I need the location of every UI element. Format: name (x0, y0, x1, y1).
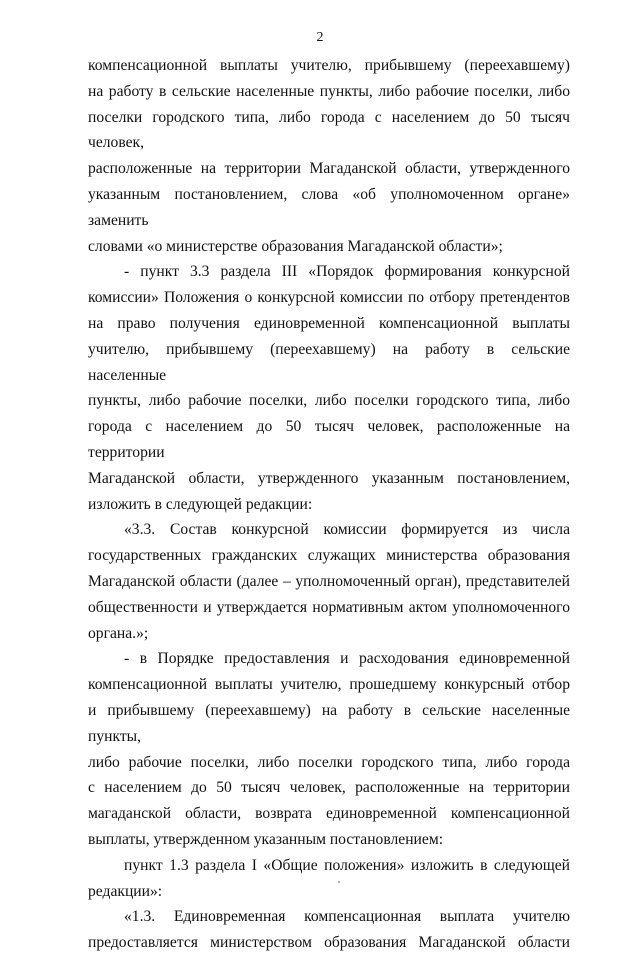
paragraph-item-3-3 (88, 466, 570, 492)
paragraph-item-3-3 (88, 311, 570, 337)
paragraph-procedure (88, 672, 570, 698)
paragraph-procedure (88, 801, 570, 827)
text-line: Магаданской области, утвержденного указанным постановлением, (88, 469, 570, 487)
text-line: расположенные на территории Магаданской области, утвержденного (88, 160, 570, 178)
paragraph-continuation (88, 105, 570, 157)
text-line: и прибывшему (переехавшему) на работу в сельские населенные пункты, (88, 701, 570, 745)
text-line: органа.»; (88, 624, 149, 642)
paragraph-procedure (88, 775, 570, 801)
page-number: 2 (316, 30, 324, 45)
paragraph-item-1-3 (88, 853, 570, 879)
text-line: редакции»: (88, 882, 163, 900)
text-line: комиссии» Положения о конкурсной комиссии по отбору претендентов (88, 289, 570, 307)
scan-speck (338, 881, 340, 883)
text-line: общественности и утверждается нормативным актом уполномоченного (88, 598, 570, 616)
text-line: государственных гражданских служащих министерства образования (88, 547, 570, 565)
text-line: на право получения единовременной компенсационной выплаты (88, 314, 570, 332)
text-line: словами «о министерстве образования Магаданской области»; (88, 237, 503, 255)
paragraph-continuation (88, 79, 570, 105)
text-line: компенсационной выплаты учителю, прошедшему конкурсный отбор (88, 676, 570, 694)
paragraph-quote-3-3 (88, 517, 570, 543)
paragraph-procedure (88, 827, 570, 853)
text-line: города с населением до 50 тысяч человек, расположенные на территории (88, 418, 570, 461)
paragraph-continuation (88, 53, 570, 79)
paragraph-continuation (88, 234, 570, 260)
text-line: пункт 1.3 раздела I «Общие положения» изложить в следующей (124, 856, 570, 874)
text-line: «3.3. Состав конкурсной комиссии формируется из числа (124, 521, 570, 539)
paragraph-item-3-3 (88, 388, 570, 414)
paragraph-procedure (88, 646, 570, 672)
paragraph-quote-3-3 (88, 621, 570, 647)
text-line: с населением до 50 тысяч человек, расположенные на территории (88, 779, 570, 797)
paragraph-item-3-3 (88, 414, 570, 466)
text-line: пункты, либо рабочие поселки, либо поселки городского типа, либо (88, 392, 570, 410)
paragraph-item-3-3 (88, 492, 570, 518)
text-line: Магаданской области (далее – уполномоченный орган), представителей (88, 572, 570, 590)
paragraph-procedure (88, 698, 570, 750)
paragraph-item-3-3 (88, 285, 570, 311)
paragraph-item-3-3 (88, 259, 570, 285)
paragraph-quote-3-3 (88, 543, 570, 569)
text-line: - в Порядке предоставления и расходования единовременной (124, 650, 570, 668)
text-line: выплаты, утвержденном указанным постановлением: (88, 830, 444, 848)
paragraph-continuation (88, 156, 570, 182)
paragraph-item-3-3 (88, 337, 570, 389)
text-line: магаданской области, возврата единовременной компенсационной (88, 805, 570, 823)
paragraph-quote-1-3 (88, 930, 570, 956)
text-line: «1.3. Единовременная компенсационная выплата учителю (124, 908, 570, 926)
paragraph-quote-1-3 (88, 904, 570, 930)
text-line: указанным постановлением, слова «об уполномоченном органе» заменить (88, 185, 570, 229)
paragraph-procedure (88, 750, 570, 776)
paragraph-item-1-3 (88, 879, 570, 905)
text-line: компенсационной выплаты учителю, прибывшему (переехавшему) (88, 57, 570, 74)
text-line: поселки городского типа, либо города с населением до 50 тысяч человек, (88, 108, 570, 152)
paragraph-quote-3-3 (88, 595, 570, 621)
text-line: на работу в сельские населенные пункты, либо рабочие поселки, либо (88, 82, 570, 100)
document-body (88, 53, 570, 956)
text-line: учителю, прибывшему (переехавшему) на работу в сельские населенные (88, 340, 570, 384)
paragraph-quote-3-3 (88, 569, 570, 595)
text-line: предоставляется министерством образования Магаданской области (88, 934, 570, 952)
text-line: либо рабочие поселки, либо поселки городского типа, либо города (88, 753, 570, 771)
text-line: изложить в следующей редакции: (88, 495, 313, 513)
paragraph-continuation (88, 182, 570, 234)
text-line: - пункт 3.3 раздела III «Порядок формирования конкурсной (124, 263, 570, 281)
